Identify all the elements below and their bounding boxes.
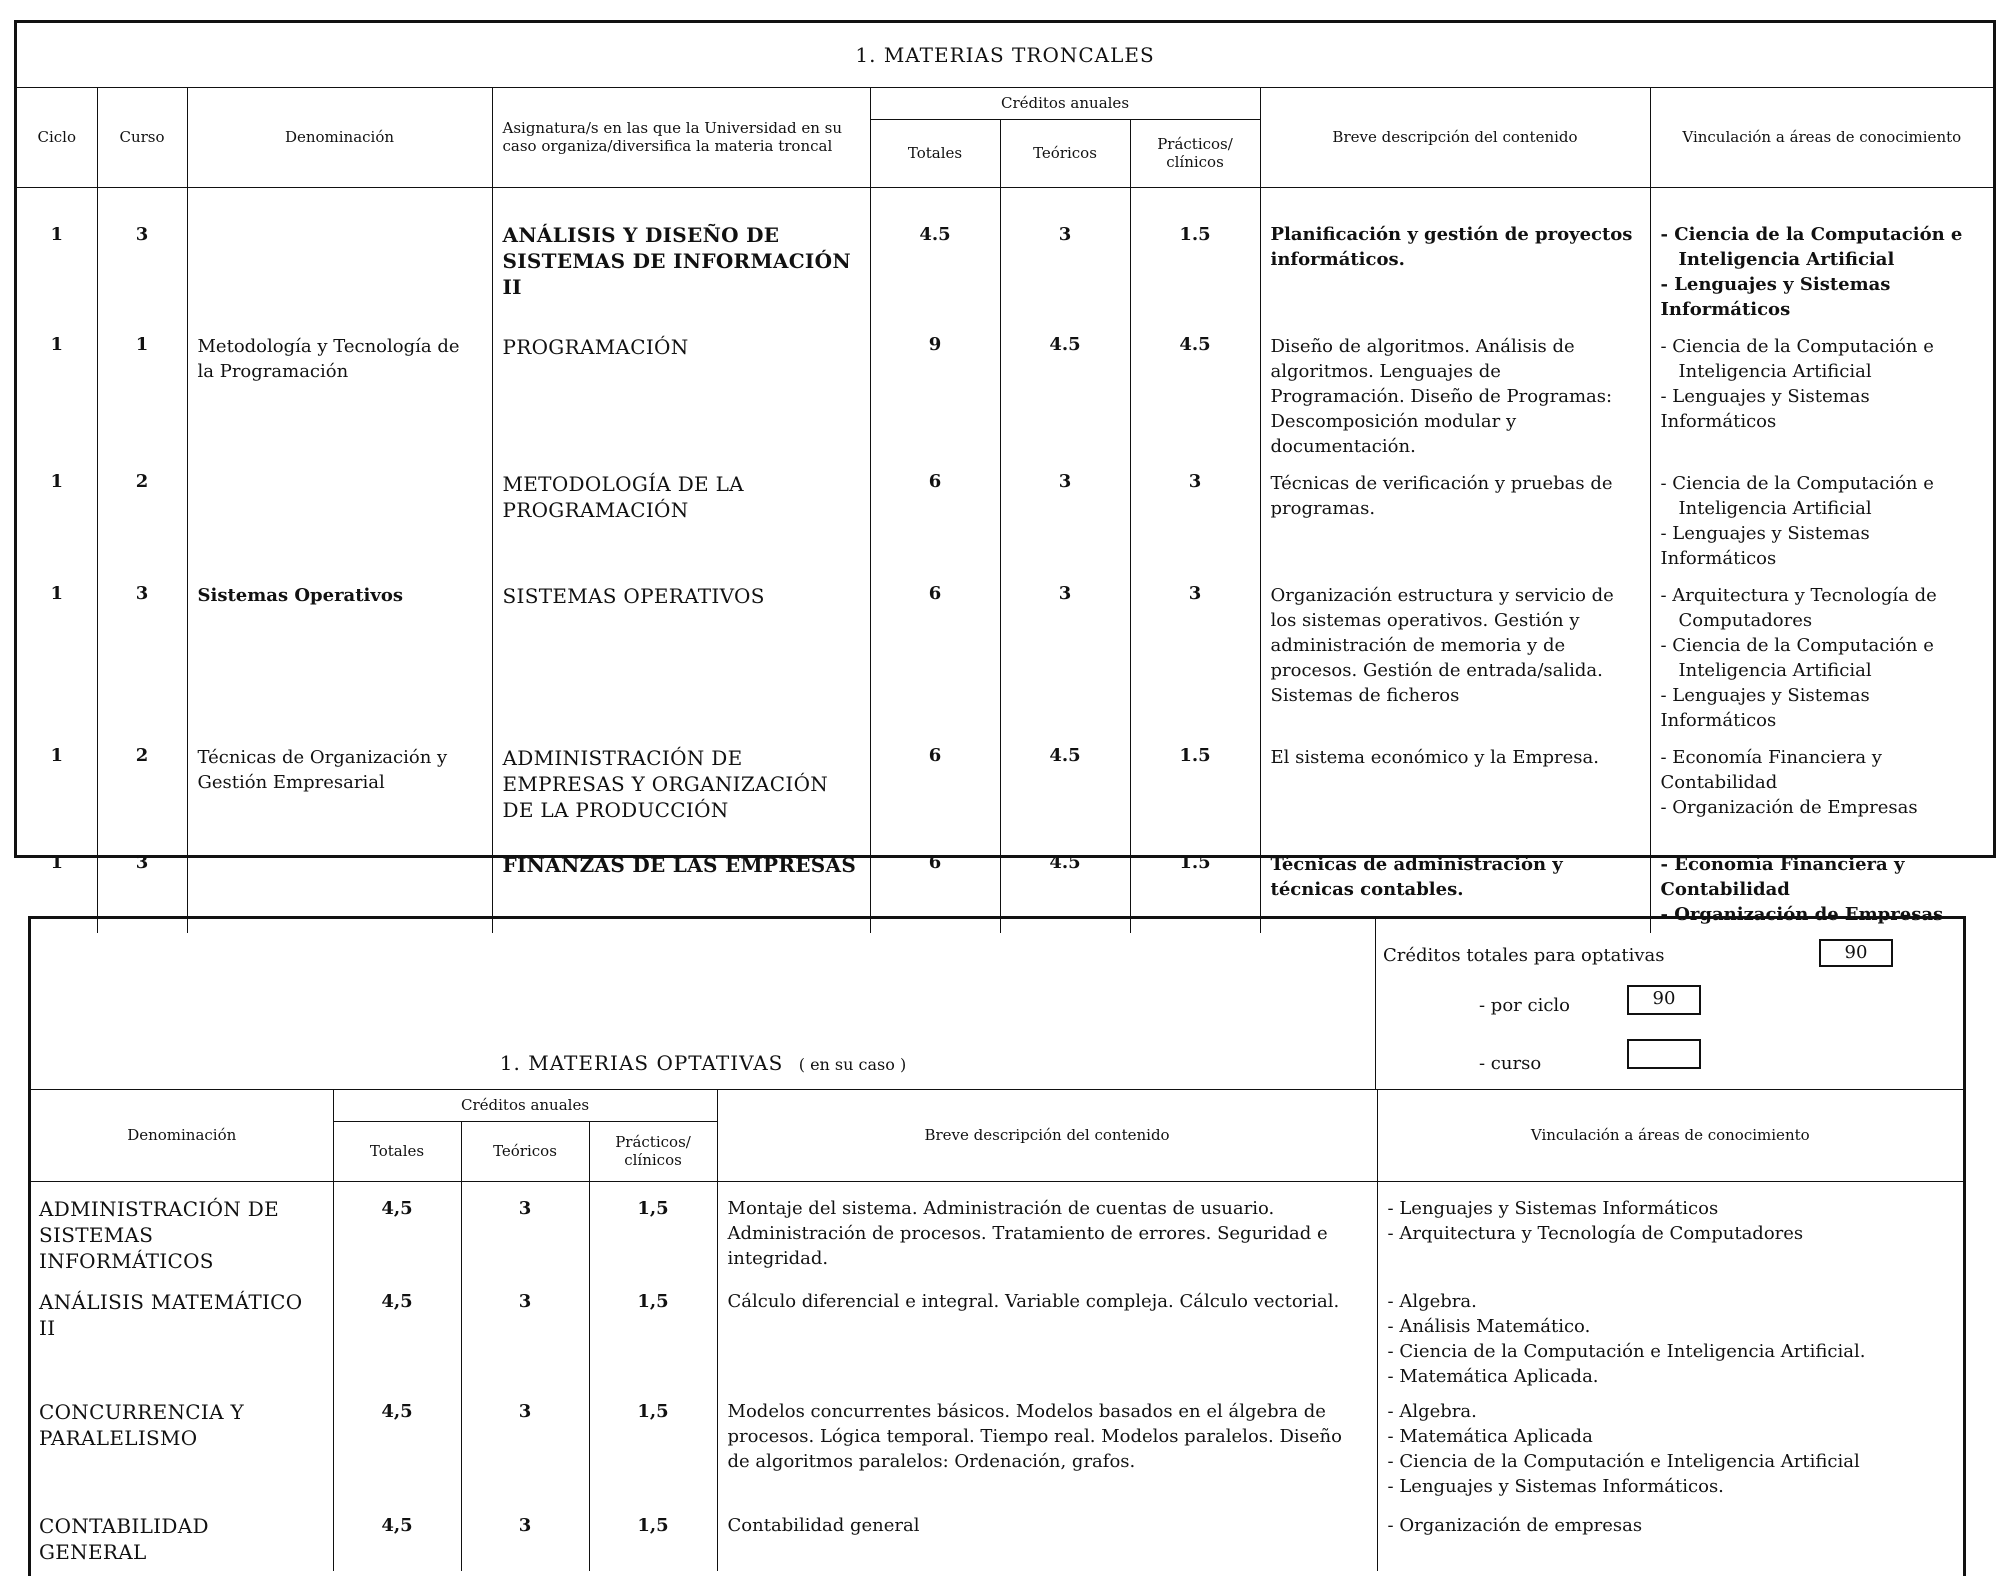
cell-denominacion: Técnicas de Organización y Gestión Empresarial bbox=[187, 739, 492, 846]
cell-denominacion: Metodología y Tecnología de la Programación bbox=[187, 328, 492, 465]
opt-cell-practicos: 1,5 bbox=[589, 1509, 717, 1571]
cell-ciclo: 1 bbox=[17, 577, 97, 739]
opt-header-denominacion: Denominación bbox=[31, 1089, 333, 1181]
creditos-totales-value: 90 bbox=[1819, 939, 1893, 967]
opt-cell-teoricos: 3 bbox=[461, 1285, 589, 1395]
cell-teoricos: 4.5 bbox=[1000, 846, 1130, 933]
header-practicos: Prácticos/ clínicos bbox=[1130, 119, 1260, 187]
opt-header-totales: Totales bbox=[333, 1121, 461, 1181]
area-line: - Ciencia de la Computación e Inteligencia Artificial bbox=[1387, 1451, 1860, 1472]
area-line: - Ciencia de la Computación e Inteligencia Artificial. bbox=[1387, 1341, 1866, 1362]
cell-practicos: 1.5 bbox=[1130, 846, 1260, 933]
por-ciclo-label: - por ciclo bbox=[1479, 995, 1571, 1016]
header-creditos: Créditos anuales bbox=[870, 87, 1260, 119]
area-line: - Lenguajes y Sistemas Informáticos bbox=[1387, 1197, 1719, 1219]
opt-cell-denominacion: ADMINISTRACIÓN DE SISTEMAS INFORMÁTICOS bbox=[31, 1181, 333, 1285]
opt-cell-areas bbox=[1377, 1285, 1963, 1395]
opt-cell-areas bbox=[1377, 1509, 1963, 1571]
header-totales: Totales bbox=[870, 119, 1000, 187]
area-line: - Lenguajes y Sistemas Informáticos bbox=[1660, 684, 1870, 731]
optativas-title-area bbox=[31, 919, 1376, 1089]
opt-cell-totales: 4,5 bbox=[333, 1285, 461, 1395]
table-row bbox=[17, 328, 1993, 465]
optativas-table bbox=[31, 1089, 1963, 1571]
area-line: - Organización de Empresas bbox=[1660, 903, 1944, 925]
cell-descripcion: Técnicas de verificación y pruebas de programas. bbox=[1260, 465, 1650, 577]
header-denominacion: Denominación bbox=[187, 87, 492, 187]
cell-ciclo: 1 bbox=[17, 187, 97, 328]
table-row bbox=[31, 1509, 1963, 1571]
cell-practicos: 1.5 bbox=[1130, 187, 1260, 328]
optativas-frame bbox=[28, 916, 1966, 1576]
header-curso: Curso bbox=[97, 87, 187, 187]
opt-header-vinculacion: Vinculación a áreas de conocimiento bbox=[1377, 1089, 1963, 1181]
area-line: - Organización de empresas bbox=[1387, 1515, 1643, 1536]
cell-asignatura: METODOLOGÍA DE LA PROGRAMACIÓN bbox=[492, 465, 870, 577]
cell-denominacion: Sistemas Operativos bbox=[187, 577, 492, 739]
cell-totales: 6 bbox=[870, 465, 1000, 577]
opt-cell-descripcion: Contabilidad general bbox=[717, 1509, 1377, 1571]
cell-asignatura: ANÁLISIS Y DISEÑO DE SISTEMAS DE INFORMACIÓN II bbox=[492, 187, 870, 328]
opt-cell-totales: 4,5 bbox=[333, 1395, 461, 1509]
opt-cell-areas bbox=[1377, 1395, 1963, 1509]
area-line: - Lenguajes y Sistemas Informáticos bbox=[1660, 385, 1870, 432]
opt-cell-teoricos: 3 bbox=[461, 1181, 589, 1285]
area-line: - Matemática Aplicada bbox=[1387, 1426, 1593, 1447]
area-line: Inteligencia Artificial bbox=[1678, 360, 1872, 382]
cell-practicos: 1.5 bbox=[1130, 739, 1260, 846]
cell-practicos: 3 bbox=[1130, 465, 1260, 577]
opt-cell-denominacion: CONTABILIDAD GENERAL bbox=[31, 1509, 333, 1571]
troncales-frame bbox=[14, 20, 1996, 925]
curso-label: - curso bbox=[1479, 1053, 1542, 1074]
optativas-title-suffix: ( en su caso ) bbox=[798, 1055, 907, 1074]
cell-ciclo: 1 bbox=[17, 328, 97, 465]
cell-teoricos: 3 bbox=[1000, 577, 1130, 739]
cell-teoricos: 4.5 bbox=[1000, 739, 1130, 846]
cell-ciclo: 1 bbox=[17, 739, 97, 846]
header-asignaturas: Asignatura/s en las que la Universidad en su caso organiza/diversifica la materia troncal bbox=[492, 87, 870, 187]
opt-cell-denominacion: CONCURRENCIA Y PARALELISMO bbox=[31, 1395, 333, 1509]
cell-descripcion: Diseño de algoritmos. Análisis de algoritmos. Lenguajes de Programación. Diseño de Programas: Descomposición modular y documentación. bbox=[1260, 328, 1650, 465]
cell-asignatura: PROGRAMACIÓN bbox=[492, 328, 870, 465]
cell-totales: 9 bbox=[870, 328, 1000, 465]
troncales-table bbox=[17, 23, 1993, 933]
area-line: Inteligencia Artificial bbox=[1678, 659, 1872, 681]
area-line: - Análisis Matemático. bbox=[1387, 1316, 1591, 1337]
cell-areas bbox=[1650, 577, 1993, 739]
table-row bbox=[31, 1285, 1963, 1395]
cell-areas bbox=[1650, 187, 1993, 328]
cell-areas bbox=[1650, 328, 1993, 465]
cell-curso: 1 bbox=[97, 328, 187, 465]
area-line: - Lenguajes y Sistemas Informáticos. bbox=[1387, 1476, 1724, 1497]
cell-denominacion bbox=[187, 187, 492, 328]
cell-practicos: 4.5 bbox=[1130, 328, 1260, 465]
area-line: - Ciencia de la Computación e bbox=[1660, 634, 1934, 656]
table-row bbox=[17, 577, 1993, 739]
opt-cell-teoricos: 3 bbox=[461, 1509, 589, 1571]
opt-cell-descripcion: Modelos concurrentes básicos. Modelos basados en el álgebra de procesos. Lógica temporal. Tiempo real. Modelos paralelos. Diseño de algoritmos paralelos: Ordenación, grafos. bbox=[717, 1395, 1377, 1509]
cell-totales: 6 bbox=[870, 739, 1000, 846]
opt-cell-practicos: 1,5 bbox=[589, 1285, 717, 1395]
table-row bbox=[17, 739, 1993, 846]
area-line: - Ciencia de la Computación e bbox=[1660, 335, 1934, 357]
table-row bbox=[17, 187, 1993, 328]
area-line: - Lenguajes y Sistemas Informáticos bbox=[1660, 273, 1891, 320]
area-line: - Economía Financiera y Contabilidad bbox=[1660, 746, 1882, 793]
cell-denominacion bbox=[187, 465, 492, 577]
opt-cell-descripcion: Montaje del sistema. Administración de cuentas de usuario. Administración de procesos. Tratamiento de errores. Seguridad e integridad. bbox=[717, 1181, 1377, 1285]
table-row bbox=[17, 465, 1993, 577]
optativas-title-text: 1. MATERIAS OPTATIVAS bbox=[499, 1051, 784, 1075]
cell-asignatura: SISTEMAS OPERATIVOS bbox=[492, 577, 870, 739]
area-line: - Economía Financiera y Contabilidad bbox=[1660, 853, 1905, 900]
cell-descripcion: Planificación y gestión de proyectos informáticos. bbox=[1260, 187, 1650, 328]
cell-practicos: 3 bbox=[1130, 577, 1260, 739]
table-row bbox=[31, 1395, 1963, 1509]
cell-areas bbox=[1650, 739, 1993, 846]
header-ciclo: Ciclo bbox=[17, 87, 97, 187]
area-line: Inteligencia Artificial bbox=[1678, 497, 1872, 519]
cell-asignatura: ADMINISTRACIÓN DE EMPRESAS Y ORGANIZACIÓN DE LA PRODUCCIÓN bbox=[492, 739, 870, 846]
area-line: - Algebra. bbox=[1387, 1291, 1477, 1312]
cell-curso: 3 bbox=[97, 187, 187, 328]
cell-teoricos: 4.5 bbox=[1000, 328, 1130, 465]
area-line: Computadores bbox=[1678, 609, 1813, 631]
opt-cell-areas bbox=[1377, 1181, 1963, 1285]
troncales-title: 1. MATERIAS TRONCALES bbox=[17, 23, 1993, 87]
por-ciclo-value: 90 bbox=[1627, 985, 1701, 1015]
curso-value bbox=[1627, 1039, 1701, 1069]
opt-cell-practicos: 1,5 bbox=[589, 1395, 717, 1509]
opt-header-teoricos: Teóricos bbox=[461, 1121, 589, 1181]
opt-cell-descripcion: Cálculo diferencial e integral. Variable compleja. Cálculo vectorial. bbox=[717, 1285, 1377, 1395]
opt-cell-denominacion: ANÁLISIS MATEMÁTICO II bbox=[31, 1285, 333, 1395]
cell-areas bbox=[1650, 465, 1993, 577]
cell-teoricos: 3 bbox=[1000, 465, 1130, 577]
cell-ciclo: 1 bbox=[17, 846, 97, 933]
cell-descripcion: Organización estructura y servicio de los sistemas operativos. Gestión y administración de memoria y de procesos. Gestión de entrada/salida. Sistemas de ficheros bbox=[1260, 577, 1650, 739]
header-descripcion: Breve descripción del contenido bbox=[1260, 87, 1650, 187]
cell-totales: 6 bbox=[870, 846, 1000, 933]
cell-curso: 2 bbox=[97, 739, 187, 846]
cell-descripcion: Técnicas de administración y técnicas contables. bbox=[1260, 846, 1650, 933]
header-vinculacion: Vinculación a áreas de conocimiento bbox=[1650, 87, 1993, 187]
opt-cell-practicos: 1,5 bbox=[589, 1181, 717, 1285]
cell-descripcion: El sistema económico y la Empresa. bbox=[1260, 739, 1650, 846]
table-row bbox=[31, 1181, 1963, 1285]
area-line: - Arquitectura y Tecnología de bbox=[1660, 584, 1937, 606]
optativas-title bbox=[31, 1051, 1375, 1075]
area-line: - Matemática Aplicada. bbox=[1387, 1366, 1599, 1387]
area-line: - Ciencia de la Computación e bbox=[1660, 472, 1934, 494]
optativas-top bbox=[31, 919, 1963, 1090]
cell-teoricos: 3 bbox=[1000, 187, 1130, 328]
opt-cell-totales: 4,5 bbox=[333, 1509, 461, 1571]
area-line: - Ciencia de la Computación e bbox=[1660, 223, 1963, 245]
cell-ciclo: 1 bbox=[17, 465, 97, 577]
area-line: - Algebra. bbox=[1387, 1401, 1477, 1422]
cell-curso: 3 bbox=[97, 846, 187, 933]
area-line: Inteligencia Artificial bbox=[1678, 248, 1895, 270]
area-line: - Arquitectura y Tecnología de Computadores bbox=[1387, 1222, 1804, 1244]
cell-asignatura: FINANZAS DE LAS EMPRESAS bbox=[492, 846, 870, 933]
opt-header-creditos: Créditos anuales bbox=[333, 1089, 717, 1121]
opt-header-practicos: Prácticos/ clínicos bbox=[589, 1121, 717, 1181]
cell-curso: 2 bbox=[97, 465, 187, 577]
opt-cell-totales: 4,5 bbox=[333, 1181, 461, 1285]
cell-totales: 4.5 bbox=[870, 187, 1000, 328]
header-teoricos: Teóricos bbox=[1000, 119, 1130, 187]
area-line: - Lenguajes y Sistemas Informáticos bbox=[1660, 522, 1870, 569]
area-line: - Organización de Empresas bbox=[1660, 796, 1918, 818]
cell-totales: 6 bbox=[870, 577, 1000, 739]
opt-header-descripcion: Breve descripción del contenido bbox=[717, 1089, 1377, 1181]
creditos-totales-label: Créditos totales para optativas bbox=[1383, 945, 1665, 966]
opt-cell-teoricos: 3 bbox=[461, 1395, 589, 1509]
cell-curso: 3 bbox=[97, 577, 187, 739]
